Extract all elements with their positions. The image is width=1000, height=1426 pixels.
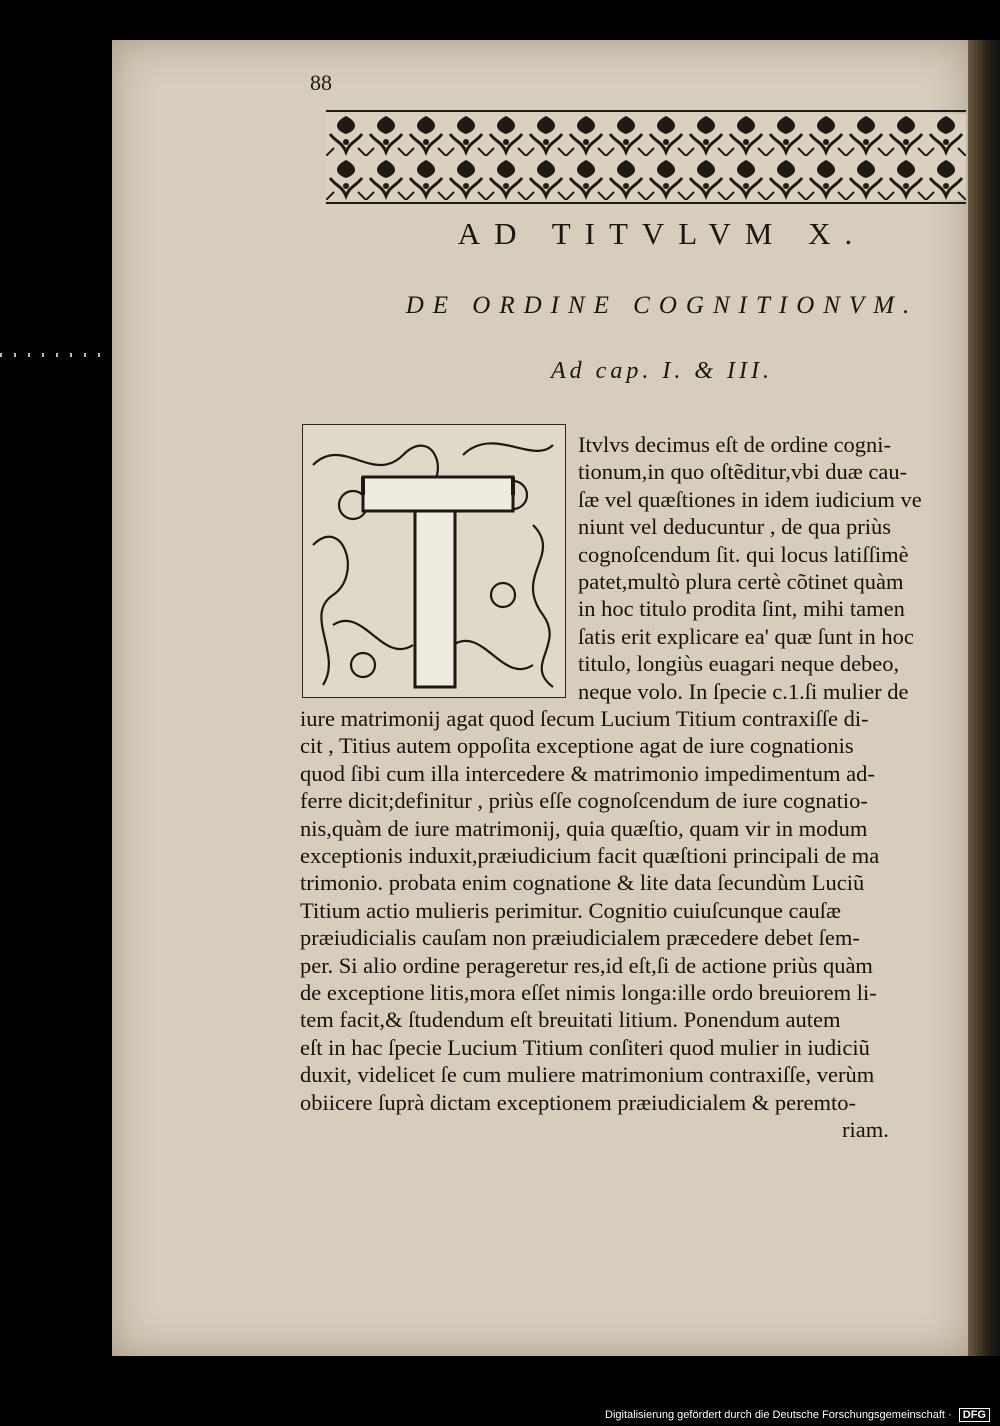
text-line: trimonio. probata enim cognatione & lite data ſecundùm Luciũ — [300, 870, 865, 896]
text-line: duxit, videlicet ſe cum muliere matrimonium contraxiſſe, verùm — [300, 1062, 875, 1088]
chapter-reference: Ad cap. I. & III. — [551, 358, 773, 384]
text-line: niunt vel deducuntur , de qua priùs — [578, 514, 892, 540]
text-line: cit , Titius autem oppoſita exceptione agat de iure cognationis — [300, 733, 854, 759]
text-line: Itvlvs decimus eſt de ordine cogni- — [578, 432, 892, 457]
text-line: præiudicialis cauſam non præiudicialem præcedere debet ſem- — [300, 925, 860, 951]
text-line: ferre dicit;definitur , priùs eſſe cognoſcendum de iure cognatio- — [300, 788, 868, 814]
text-line: per. Si alio ordine perageretur res,id eſt,ſi de actione priùs quàm — [300, 952, 873, 978]
text-line: patet,multò plura certè cõtinet quàm — [578, 569, 904, 594]
dfg-logo: DFG — [959, 1408, 990, 1422]
text-line: neque volo. In ſpecie c.1.ſi mulier de — [578, 678, 909, 704]
decorated-initial-t — [302, 424, 566, 698]
text-line: ſatis erit explicare ea' quæ ſunt in hoc — [578, 623, 914, 649]
digitization-credit: Digitalisierung gefördert durch die Deutsche Forschungsgemeinschaft · DFG — [0, 1408, 990, 1422]
text-line: cognoſcendum ſit. qui locus latiſſimè — [578, 541, 909, 567]
credit-text: Digitalisierung gefördert durch die Deutsche Forschungsgemeinschaft — [605, 1409, 945, 1421]
section-subtitle: DE ORDINE COGNITIONVM. — [405, 292, 919, 319]
text-line: exceptionis induxit,præiudicium facit quæſtioni principali de ma — [300, 843, 880, 868]
text-line: obiicere ſuprà dictam exceptionem præiudicialem & peremto- — [300, 1089, 857, 1115]
text-line: in hoc titulo prodita ſint, mihi tamen — [578, 596, 905, 622]
scan-margin-marks — [0, 353, 112, 357]
text-line: Titium actio mulieris perimitur. Cognitio cuiuſcunque cauſæ — [300, 897, 841, 923]
text-line: quod ſibi cum illa intercedere & matrimonio impedimentum ad- — [300, 760, 875, 786]
page-title: AD TITVLVM X. — [457, 216, 867, 251]
text-line: iure matrimonij agat quod ſecum Lucium Titium contraxiſſe di- — [300, 706, 869, 731]
text-line: tionum,in quo oſtẽditur,vbi duæ cau- — [578, 459, 908, 485]
text-line: ſæ vel quæſtiones in idem iudicium ve — [578, 486, 922, 512]
text-line: riam. — [842, 1117, 889, 1142]
text-line: eſt in hac ſpecie Lucium Titium conſiteri quod mulier in iudiciũ — [300, 1034, 870, 1060]
text-line: tem facit,& ſtudendum eſt breuitati litium. Ponendum autem — [300, 1007, 841, 1033]
scan-background-left — [0, 0, 112, 1426]
text-line: nis,quàm de iure matrimonij, quia quæſtio, quam vir in modum — [300, 815, 868, 841]
ornamental-headpiece — [326, 110, 966, 204]
page-number: 88 — [310, 70, 332, 95]
text-line: titulo, longiùs euagari neque debeo, — [578, 651, 900, 677]
text-line: de exceptione litis,mora eſſet nimis longa:ille ordo breuiorem li- — [300, 980, 877, 1005]
book-page — [112, 40, 970, 1356]
page-edge — [968, 40, 1000, 1356]
